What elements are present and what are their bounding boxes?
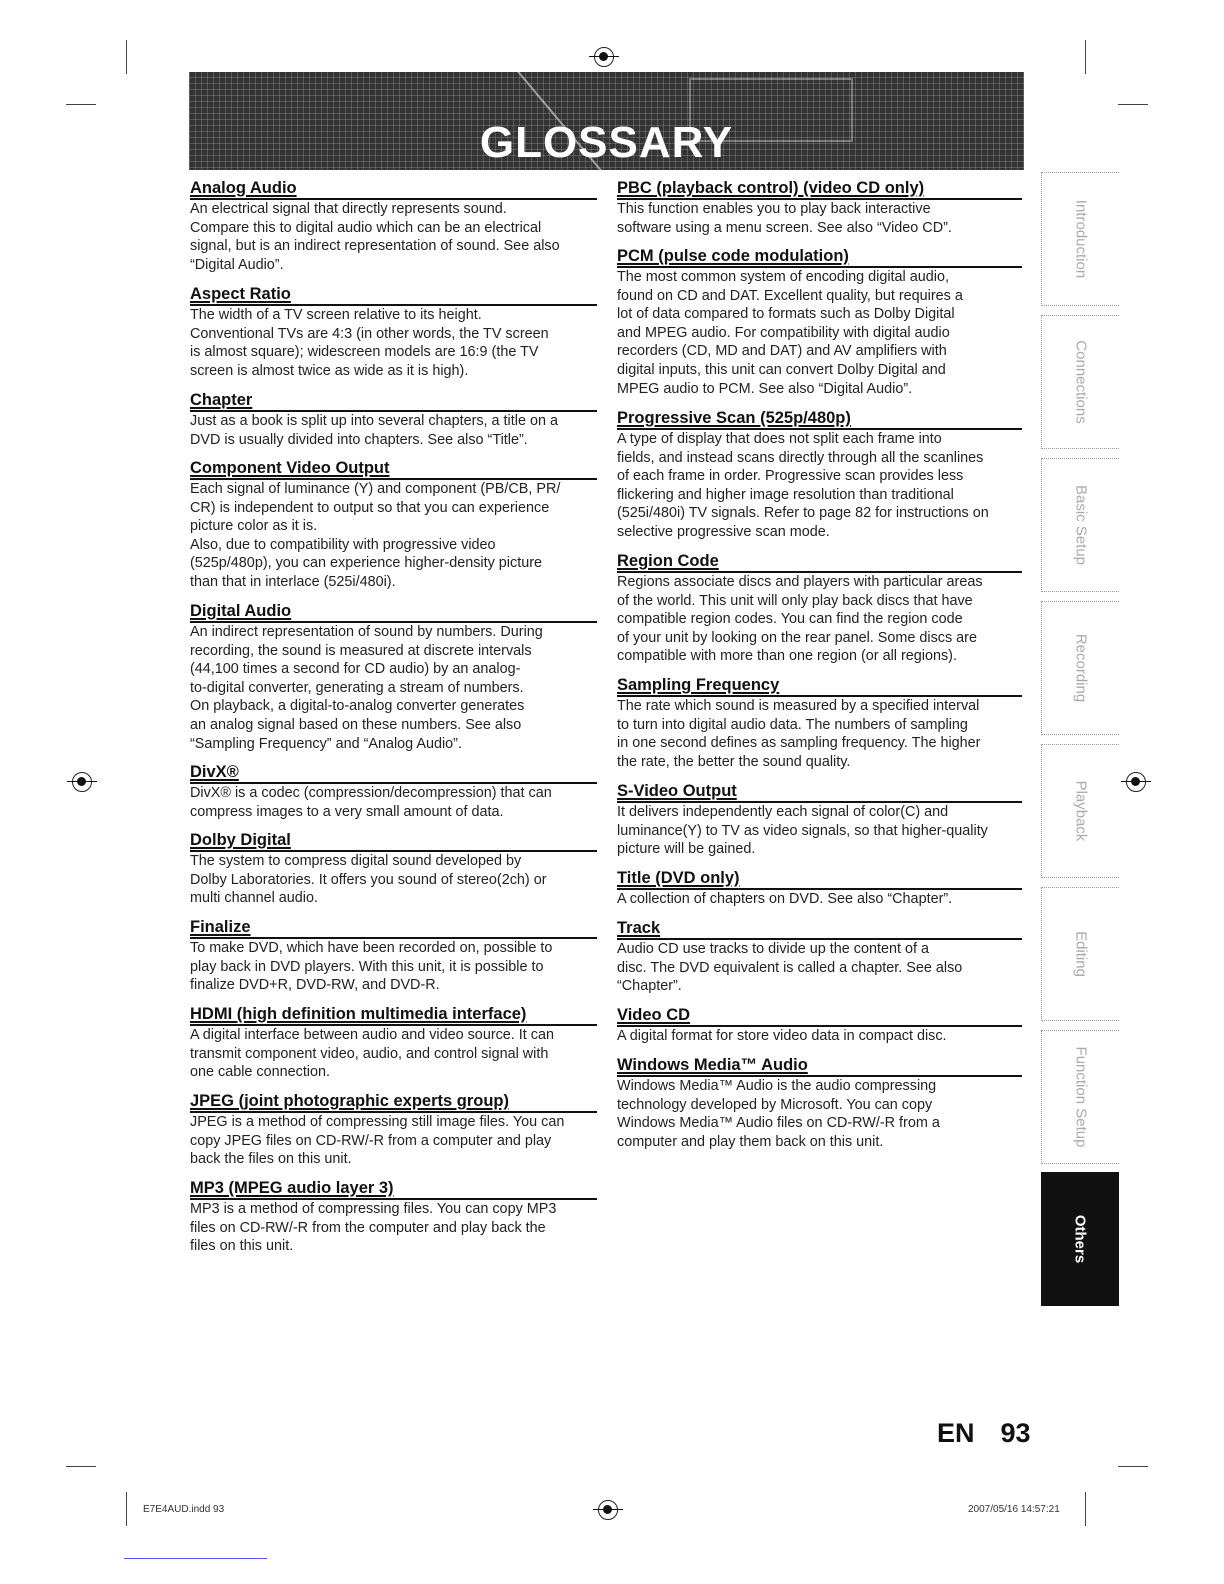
glossary-definition: Just as a book is split up into several chapters, a title on a DVD is usually divided into chapters. See also “Title”. [190,413,558,448]
glossary-definition: Regions associate discs and players with particular areas of the world. This unit will only play back discs that have compatible region codes. You can find the region code of your unit by looking on the rear panel. Some discs are compatible with more than one region (or all regions). [617,574,983,665]
crop-mark [126,40,127,74]
glossary-entry [617,246,1022,408]
glossary-entry [190,762,597,830]
glossary-term: HDMI (high definition multimedia interface) [190,1004,597,1026]
glossary-definition: Windows Media™ Audio is the audio compressing technology developed by Microsoft. You can copy Windows Media™ Audio files on CD-RW/-R from a computer and play them back on this unit. [617,1078,940,1150]
glossary-definition: The width of a TV screen relative to its height. Conventional TVs are 4:3 (in other words, the TV screen is almost square); widescreen models are 16:9 (the TV screen is almost twice as wide as it is high). [190,307,549,379]
glossary-definition: The system to compress digital sound developed by Dolby Laboratories. It offers you sound of stereo(2ch) or multi channel audio. [190,853,547,907]
glossary-definition: MP3 is a method of compressing files. You can copy MP3 files on CD-RW/-R from the computer and play back the files on this unit. [190,1201,557,1255]
glossary-term: S-Video Output [617,781,1022,803]
glossary-definition: This function enables you to play back interactive software using a menu screen. See also “Video CD”. [617,201,952,236]
glossary-term: Video CD [617,1005,1022,1027]
glossary-definition: It delivers independently each signal of color(C) and luminance(Y) to TV as video signals, so that higher-quality picture will be gained. [617,804,988,858]
language-label: EN [937,1418,975,1448]
glossary-definition: A digital format for store video data in compact disc. [617,1028,947,1044]
crop-mark [1118,1466,1148,1467]
glossary-left-column [190,178,597,1265]
glossary-right-column [617,178,1022,1161]
glossary-entry [190,917,597,1004]
glossary-entry [617,1055,1022,1161]
glossary-term: Component Video Output [190,458,597,480]
glossary-entry [190,830,597,917]
glossary-term: Windows Media™ Audio [617,1055,1022,1077]
glossary-term: Dolby Digital [190,830,597,852]
divider [124,1558,267,1559]
page-title: GLOSSARY [479,118,734,167]
glossary-entry [190,601,597,762]
glossary-term: Analog Audio [190,178,597,200]
glossary-entry [190,458,597,601]
glossary-term: PBC (playback control) (video CD only) [617,178,1022,200]
tab-others[interactable]: Others [1041,1172,1119,1306]
crop-mark [1118,104,1148,105]
glossary-definition: A collection of chapters on DVD. See also “Chapter”. [617,891,953,907]
registration-mark-icon [598,1500,618,1520]
glossary-entry [617,551,1022,675]
crop-mark [126,1492,127,1526]
glossary-term: Title (DVD only) [617,868,1022,890]
tab-connections[interactable]: Connections [1041,315,1119,449]
glossary-term: Digital Audio [190,601,597,623]
glossary-term: Finalize [190,917,597,939]
page-number [937,1418,1031,1449]
glossary-term: Aspect Ratio [190,284,597,306]
tab-recording[interactable]: Recording [1041,601,1119,735]
glossary-definition: A digital interface between audio and video source. It can transmit component video, audio, and control signal with one cable connection. [190,1027,555,1081]
glossary-term: Chapter [190,390,597,412]
glossary-term: JPEG (joint photographic experts group) [190,1091,597,1113]
glossary-entry [190,390,597,458]
tab-playback[interactable]: Playback [1041,744,1119,878]
tab-editing[interactable]: Editing [1041,887,1119,1021]
glossary-entry [190,1091,597,1178]
glossary-entry [617,408,1022,551]
glossary-entry [190,1004,597,1091]
glossary-definition: An indirect representation of sound by numbers. During recording, the sound is measured at discrete intervals (44,100 times a second for CD audio) by an analog- to-digital converter, generating a stream of numbers. On playback, a digital-to-analog converter generates an analog signal based on these numbers. See also “Sampling Frequency” and “Analog Audio”. [190,624,543,752]
glossary-definition: DivX® is a codec (compression/decompression) that can compress images to a very small amount of data. [190,785,552,820]
glossary-definition: JPEG is a method of compressing still image files. You can copy JPEG files on CD-RW/-R from a computer and play back the files on this unit. [190,1114,565,1168]
glossary-definition: Each signal of luminance (Y) and component (PB/CB, PR/ CR) is independent to output so that you can experience picture color as it is. Also, due to compatibility with progressive video (525p/480p), you can experience higher-density picture than that in interlace (525i/480i). [190,481,561,590]
crop-mark [1085,1492,1086,1526]
glossary-term: Sampling Frequency [617,675,1022,697]
tab-function-setup[interactable]: Function Setup [1041,1030,1119,1164]
registration-mark-icon [594,47,614,67]
page-number-value: 93 [1000,1418,1031,1448]
glossary-entry [190,178,597,284]
glossary-term: Track [617,918,1022,940]
glossary-term: DivX® [190,762,597,784]
glossary-entry [617,781,1022,868]
glossary-entry [617,178,1022,246]
glossary-term: PCM (pulse code modulation) [617,246,1022,268]
glossary-term: Region Code [617,551,1022,573]
glossary-term: Progressive Scan (525p/480p) [617,408,1022,430]
glossary-entry [617,1005,1022,1055]
crop-mark [1085,40,1086,74]
footer-file: E7E4AUD.indd 93 [143,1504,225,1515]
registration-mark-icon [72,772,92,792]
glossary-definition: The rate which sound is measured by a specified interval to turn into digital audio data. The numbers of sampling in one second defines as sampling frequency. The higher the rate, the better the sound quality. [617,698,981,770]
glossary-entry [190,1178,597,1265]
glossary-definition: Audio CD use tracks to divide up the content of a disc. The DVD equivalent is called a chapter. See also “Chapter”. [617,941,963,995]
glossary-entry [617,918,1022,1005]
glossary-definition: To make DVD, which have been recorded on, possible to play back in DVD players. With this unit, it is possible to finalize DVD+R, DVD-RW, and DVD-R. [190,940,553,994]
glossary-definition: A type of display that does not split each frame into fields, and instead scans directly through all the scanlines of each frame in order. Progressive scan provides less flickering and higher image resolution than traditional (525i/480i) TV signals. Refer to page 82 for instructions on selective progressive scan mode. [617,431,989,540]
glossary-entry [190,284,597,390]
crop-mark [66,1466,96,1467]
glossary-term: MP3 (MPEG audio layer 3) [190,1178,597,1200]
glossary-entry [617,868,1022,918]
tab-introduction[interactable]: Introduction [1041,172,1119,306]
glossary-definition: The most common system of encoding digital audio, found on CD and DAT. Excellent quality, but requires a lot of data compared to formats such as Dolby Digital and MPEG audio. For compatibility with digital audio recorders (CD, MD and DAT) and AV amplifiers with digital inputs, this unit can convert Dolby Digital and MPEG audio to PCM. See also “Digital Audio”. [617,269,963,397]
glossary-banner [189,72,1024,170]
footer-timestamp: 2007/05/16 14:57:21 [968,1504,1060,1515]
tab-basic-setup[interactable]: Basic Setup [1041,458,1119,592]
glossary-entry [617,675,1022,781]
registration-mark-icon [1126,772,1146,792]
crop-mark [66,104,96,105]
glossary-definition: An electrical signal that directly represents sound. Compare this to digital audio which can be an electrical signal, but is an indirect representation of sound. See also “Digital Audio”. [190,201,560,273]
